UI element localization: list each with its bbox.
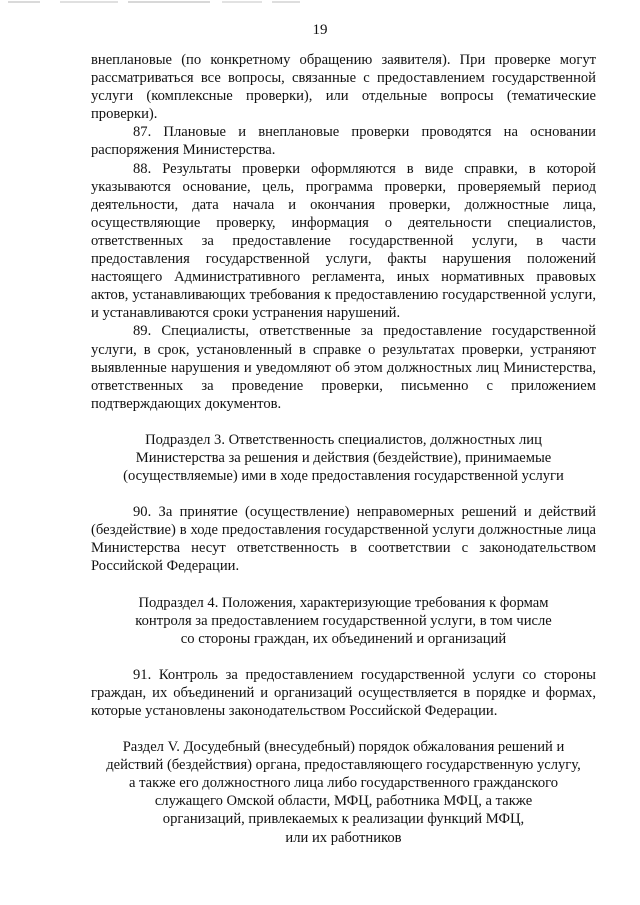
paragraph-89: 89. Специалисты, ответственные за предоставление государственной услуги, в срок, установленный в справке о результатах проверки, устраняют выявленные нарушения и уведомляют об этом должностных лиц Министерства, ответственных за проведение проверки, письменно с приложением подтверждающих документов. — [91, 323, 596, 412]
heading-line: действий (бездействия) органа, предоставляющего государственную услугу, — [106, 757, 581, 774]
paragraph-continuation: внеплановые (по конкретному обращению заявителя). При проверке могут рассматриваться все вопросы, связанные с предоставлением государственной услуги (комплексные проверки), или отдельные вопросы (тематические проверки). — [91, 52, 596, 123]
heading-line: Подраздел 4. Положения, характеризующие требования к формам — [138, 594, 549, 611]
paragraph-87: 87. Плановые и внеплановые проверки проводятся на основании распоряжения Министерства. — [91, 124, 596, 159]
paragraph-91: 91. Контроль за предоставлением государственной услуги со стороны граждан, их объединений и организаций осуществляется в порядке и формах, которые установлены законодательством Российской Федерации. — [91, 666, 596, 719]
paragraph-88: 88. Результаты проверки оформляются в виде справки, в которой указываются основание, цель, программа проверки, проверяемый период деятельности, дата начала и окончания проверки, должностные лица, осуществляющие проверку, информация о деятельности специалистов, ответственных за предоставление государственной услуги, в части предоставления государственной услуги, факты нарушения положений настоящего Административного регламента, иных нормативных правовых актов, устанавливающих требования к предоставлению государственной услуги, и устанавливаются сроки устранения нарушений. — [91, 160, 596, 322]
scan-edge-marks — [0, 0, 320, 6]
paragraph-90: 90. За принятие (осуществление) неправомерных решений и действий (бездействие) в ходе предоставления государственной услуги должностные лица Министерства несут ответственность в соответствии с законодательством Российской Федерации. — [91, 504, 596, 575]
section-5-heading — [91, 738, 596, 847]
page-number: 19 — [312, 22, 328, 38]
document-body — [91, 51, 596, 847]
heading-line: служащего Омской области, МФЦ, работника МФЦ, а также — [154, 793, 533, 810]
heading-line: а также его должностного лица либо государственного гражданского — [128, 775, 559, 792]
heading-line: со стороны граждан, их объединений и организаций — [180, 630, 507, 647]
heading-line: или их работников — [285, 829, 402, 846]
heading-line: (осуществляемые) ими в ходе предоставления государственной услуги — [123, 468, 564, 485]
heading-line: Подраздел 3. Ответственность специалистов, должностных лиц — [145, 431, 542, 448]
heading-line: Министерства за решения и действия (бездействие), принимаемые — [135, 449, 552, 466]
heading-line: контроля за предоставлением государственной услуги, в том числе — [135, 612, 552, 629]
heading-line: Раздел V. Досудебный (внесудебный) порядок обжалования решений и — [122, 739, 565, 756]
subsection-4-heading — [91, 594, 596, 648]
subsection-3-heading — [91, 431, 596, 485]
heading-line: организаций, привлекаемых к реализации функций МФЦ, — [162, 811, 525, 828]
